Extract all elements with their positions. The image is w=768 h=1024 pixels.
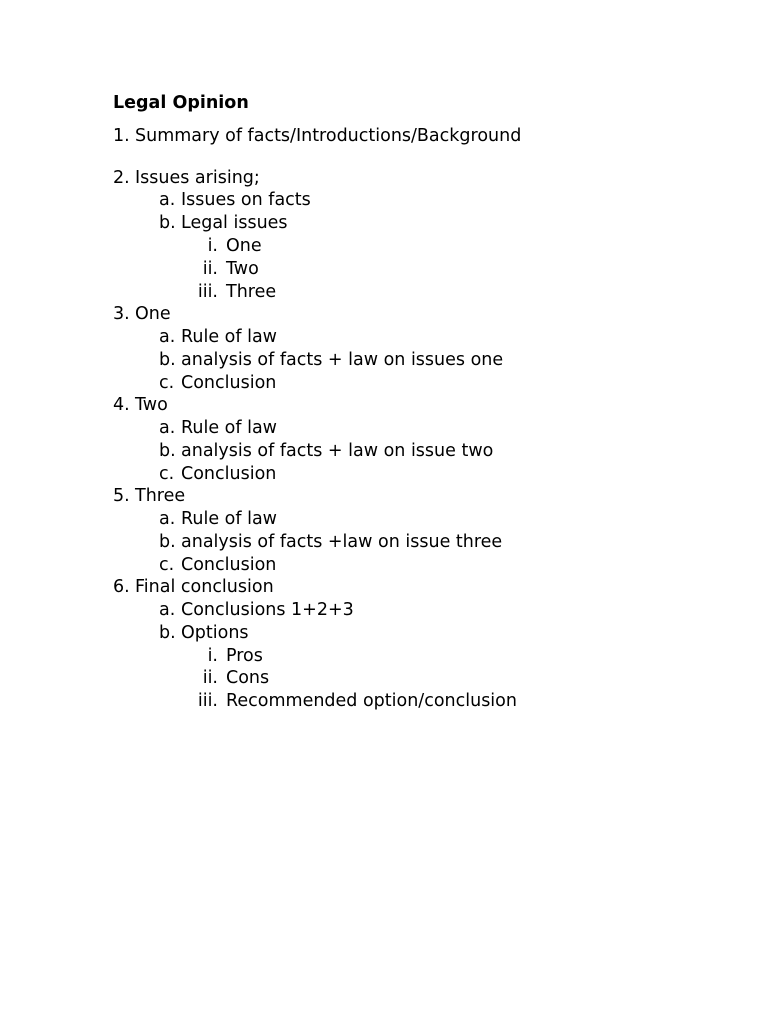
list-marker: b. xyxy=(159,532,176,552)
list-item-level2 xyxy=(0,531,768,553)
list-marker: c. xyxy=(159,555,175,575)
list-item-text: Conclusion xyxy=(181,373,277,393)
list-marker: a. xyxy=(159,327,176,347)
list-marker: b. xyxy=(159,623,176,643)
list-item-level2 xyxy=(0,554,768,576)
list-marker: a. xyxy=(159,600,176,620)
list-item-level1 xyxy=(0,303,768,325)
list-item-level1 xyxy=(0,394,768,416)
list-item-text: Recommended option/conclusion xyxy=(226,691,517,711)
list-marker: b. xyxy=(159,350,176,370)
list-item-level2 xyxy=(0,599,768,621)
list-item-text: One xyxy=(226,236,262,256)
list-item-level2 xyxy=(0,417,768,439)
list-marker: b. xyxy=(159,213,176,233)
list-item-level2 xyxy=(0,349,768,371)
list-marker: ii. xyxy=(202,259,218,279)
list-item-level3 xyxy=(0,235,768,257)
list-item-text: Two xyxy=(135,395,168,415)
list-item-level2 xyxy=(0,463,768,485)
list-item-text: Rule of law xyxy=(181,418,277,438)
list-item-text: Rule of law xyxy=(181,509,277,529)
list-item-text: Legal issues xyxy=(181,213,288,233)
list-item-level2 xyxy=(0,372,768,394)
list-item-level2 xyxy=(0,622,768,644)
list-marker: a. xyxy=(159,190,176,210)
list-item-text: Two xyxy=(226,259,259,279)
list-marker: i. xyxy=(207,236,218,256)
list-item-text: analysis of facts +law on issue three xyxy=(181,532,503,552)
list-item-text: Conclusion xyxy=(181,555,277,575)
list-item-text: Options xyxy=(181,623,249,643)
list-item-text: Final conclusion xyxy=(135,577,274,597)
list-item-text: Issues arising; xyxy=(135,168,260,188)
list-marker: 2. xyxy=(113,168,130,188)
list-marker: b. xyxy=(159,441,176,461)
list-marker: 4. xyxy=(113,395,130,415)
document-title: Legal Opinion xyxy=(113,93,249,113)
list-item-level3 xyxy=(0,667,768,689)
list-item-text: Conclusion xyxy=(181,464,277,484)
list-item-level3 xyxy=(0,258,768,280)
list-marker: iii. xyxy=(197,282,218,302)
list-item-level1 xyxy=(0,576,768,598)
list-marker: a. xyxy=(159,509,176,529)
list-item-level2 xyxy=(0,440,768,462)
list-item-level1 xyxy=(0,167,768,189)
list-marker: c. xyxy=(159,373,175,393)
list-item-text: Three xyxy=(135,486,186,506)
list-item-text: Summary of facts/Introductions/Background xyxy=(135,126,522,146)
list-item-text: analysis of facts + law on issues one xyxy=(181,350,504,370)
list-item-text: Pros xyxy=(226,646,263,666)
list-item-text: analysis of facts + law on issue two xyxy=(181,441,494,461)
list-marker: i. xyxy=(207,646,218,666)
list-item-level1 xyxy=(0,485,768,507)
list-item-level2 xyxy=(0,212,768,234)
list-item-text: Cons xyxy=(226,668,270,688)
list-marker: 6. xyxy=(113,577,130,597)
list-marker: 3. xyxy=(113,304,130,324)
list-item-text: Conclusions 1+2+3 xyxy=(181,600,354,620)
list-item-level2 xyxy=(0,508,768,530)
list-item-text: One xyxy=(135,304,171,324)
list-item-level3 xyxy=(0,281,768,303)
list-item-level3 xyxy=(0,645,768,667)
list-item-level3 xyxy=(0,690,768,712)
list-item-level2 xyxy=(0,189,768,211)
list-item-level2 xyxy=(0,326,768,348)
list-item-level1 xyxy=(0,125,768,147)
list-marker: ii. xyxy=(202,668,218,688)
list-item-text: Issues on facts xyxy=(181,190,311,210)
list-marker: 5. xyxy=(113,486,130,506)
list-marker: iii. xyxy=(197,691,218,711)
list-item-text: Three xyxy=(226,282,277,302)
list-item-text: Rule of law xyxy=(181,327,277,347)
list-marker: 1. xyxy=(113,126,130,146)
list-marker: a. xyxy=(159,418,176,438)
list-marker: c. xyxy=(159,464,175,484)
